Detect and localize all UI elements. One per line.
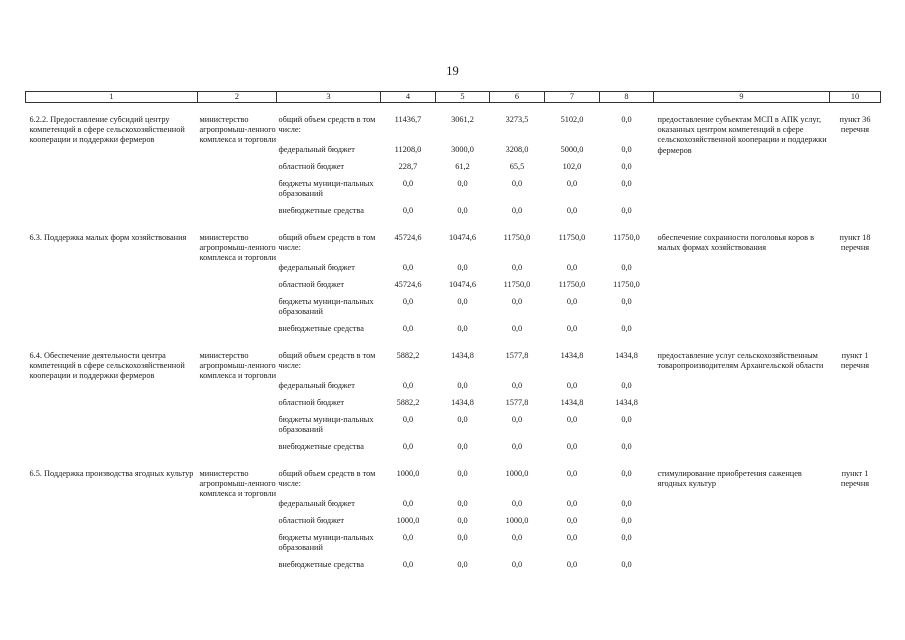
funding-value: 0,0 <box>621 560 632 569</box>
funding-source-label: бюджеты муници-пальных образований <box>278 179 374 199</box>
funding-value: 5882,2 <box>396 351 420 360</box>
funding-value: 1577,8 <box>505 398 529 407</box>
measure-name: 6.5. Поддержка производства ягодных культур <box>29 469 194 478</box>
funding-value: 0,0 <box>621 179 632 188</box>
funding-value: 0,0 <box>402 533 414 542</box>
funding-value: 102,0 <box>562 162 582 171</box>
executor-name: министерство агропромыш-ленного комплекса и торговли <box>199 233 277 263</box>
funding-source-label: федеральный бюджет <box>278 263 355 272</box>
funding-value: 11750,0 <box>558 280 586 289</box>
table-row <box>26 233 881 263</box>
funding-value: 1000,0 <box>396 516 420 525</box>
funding-value: 0,0 <box>621 115 632 124</box>
funding-value: 10474,6 <box>449 233 476 242</box>
funding-value: 0,0 <box>566 179 578 188</box>
funding-value: 0,0 <box>621 516 632 525</box>
funding-source-label: общий объем средств в том числе: <box>278 233 376 253</box>
funding-value: 0,0 <box>621 162 632 171</box>
funding-value: 11750,0 <box>503 280 531 289</box>
funding-value: 0,0 <box>402 324 414 333</box>
spacer-row <box>26 220 881 233</box>
funding-source-label: областной бюджет <box>278 280 345 289</box>
header-row <box>26 92 881 103</box>
funding-value: 45724,6 <box>394 233 422 242</box>
funding-value: 0,0 <box>457 469 468 478</box>
funding-value: 1000,0 <box>396 469 420 478</box>
funding-value: 1434,8 <box>615 351 638 360</box>
funding-value: 0,0 <box>457 206 468 215</box>
funding-value: 0,0 <box>457 263 468 272</box>
funding-value: 45724,6 <box>394 280 422 289</box>
measure-name: 6.3. Поддержка малых форм хозяйствования <box>29 233 187 242</box>
funding-value: 0,0 <box>402 442 414 451</box>
program-table-sheet <box>25 91 880 574</box>
funding-value: 3208,0 <box>505 145 529 154</box>
funding-value: 0,0 <box>566 560 578 569</box>
funding-value: 0,0 <box>457 533 468 542</box>
funding-value: 0,0 <box>621 263 632 272</box>
funding-value: 0,0 <box>621 381 632 390</box>
funding-value: 0,0 <box>402 381 414 390</box>
funding-value: 1000,0 <box>505 516 529 525</box>
funding-value: 0,0 <box>402 499 414 508</box>
table-row <box>26 115 881 145</box>
column-header: 9 <box>654 92 830 103</box>
funding-value: 0,0 <box>566 206 578 215</box>
spacer-row <box>26 456 881 469</box>
funding-value: 11436,7 <box>394 115 422 124</box>
expected-result: предоставление субъектам МСП в АПК услуг, оказанных центром компетенций в сфере сельскохозяйственной кооперации и поддержки фермеров <box>657 115 827 155</box>
funding-value: 0,0 <box>402 206 414 215</box>
funding-value: 0,0 <box>566 442 578 451</box>
funding-source-label: федеральный бюджет <box>278 145 355 154</box>
funding-source-label: внебюджетные средства <box>278 324 364 333</box>
funding-value: 0,0 <box>457 442 468 451</box>
funding-value: 1434,8 <box>451 351 474 360</box>
funding-value: 0,0 <box>621 415 632 424</box>
measure-name: 6.4. Обеспечение деятельности центра компетенций в сфере сельскохозяйственной кооперации и поддержки фермеров <box>29 351 185 381</box>
funding-source-label: областной бюджет <box>278 162 345 171</box>
expected-result: обеспечение сохранности поголовья коров в малых формах хозяйствования <box>657 233 815 253</box>
funding-value: 1434,8 <box>560 398 584 407</box>
executor-name: министерство агропромыш-ленного комплекса и торговли <box>199 115 277 145</box>
funding-value: 0,0 <box>511 381 523 390</box>
funding-value: 0,0 <box>621 324 632 333</box>
reference-item: пункт 1 перечня <box>840 469 870 489</box>
spacer-row <box>26 103 881 116</box>
funding-source-label: бюджеты муници-пальных образований <box>278 415 374 435</box>
funding-value: 0,0 <box>457 516 468 525</box>
executor-name: министерство агропромыш-ленного комплекса и торговли <box>199 351 277 381</box>
reference-item: пункт 1 перечня <box>840 351 870 371</box>
measure-name: 6.2.2. Предоставление субсидий центру компетенций в сфере сельскохозяйственной кооперации и поддержки фермеров <box>29 115 185 145</box>
table-row <box>26 351 881 381</box>
funding-source-label: внебюджетные средства <box>278 442 364 451</box>
funding-value: 1000,0 <box>505 469 529 478</box>
funding-value: 0,0 <box>511 560 523 569</box>
funding-value: 0,0 <box>621 297 632 306</box>
funding-value: 61,2 <box>455 162 470 171</box>
spacer-row <box>26 338 881 351</box>
funding-value: 0,0 <box>566 381 578 390</box>
funding-value: 5000,0 <box>560 145 584 154</box>
funding-value: 1434,8 <box>615 398 638 407</box>
funding-source-label: бюджеты муници-пальных образований <box>278 297 374 317</box>
column-header: 5 <box>436 92 490 103</box>
page-number: 19 <box>446 64 459 78</box>
funding-value: 5882,2 <box>396 398 420 407</box>
funding-value: 11750,0 <box>613 280 640 289</box>
funding-value: 0,0 <box>511 415 523 424</box>
funding-value: 0,0 <box>402 263 414 272</box>
funding-value: 10474,6 <box>449 280 476 289</box>
column-header: 3 <box>277 92 381 103</box>
funding-source-label: областной бюджет <box>278 516 345 525</box>
funding-value: 5102,0 <box>560 115 584 124</box>
reference-item: пункт 36 перечня <box>839 115 871 135</box>
funding-value: 11750,0 <box>503 233 531 242</box>
funding-value: 0,0 <box>402 560 414 569</box>
funding-value: 0,0 <box>566 516 578 525</box>
funding-value: 0,0 <box>621 469 632 478</box>
funding-value: 0,0 <box>402 179 414 188</box>
funding-value: 0,0 <box>402 415 414 424</box>
column-header: 8 <box>600 92 654 103</box>
program-table <box>25 91 881 574</box>
funding-value: 0,0 <box>511 179 523 188</box>
funding-value: 0,0 <box>621 145 632 154</box>
funding-value: 0,0 <box>457 324 468 333</box>
funding-value: 0,0 <box>566 263 578 272</box>
funding-source-label: федеральный бюджет <box>278 499 355 508</box>
funding-value: 0,0 <box>457 179 468 188</box>
table-row <box>26 469 881 499</box>
funding-value: 1434,8 <box>560 351 584 360</box>
funding-value: 3273,5 <box>505 115 529 124</box>
column-header: 10 <box>830 92 881 103</box>
funding-value: 0,0 <box>402 297 414 306</box>
column-header: 2 <box>198 92 277 103</box>
funding-value: 0,0 <box>457 499 468 508</box>
funding-value: 11750,0 <box>558 233 586 242</box>
expected-result: предоставление услуг сельскохозяйственным товаропроизводителям Архангельской области <box>657 351 824 371</box>
funding-source-label: общий объем средств в том числе: <box>278 469 376 489</box>
funding-value: 0,0 <box>457 415 468 424</box>
funding-value: 11208,0 <box>394 145 422 154</box>
funding-source-label: федеральный бюджет <box>278 381 355 390</box>
funding-value: 0,0 <box>457 560 468 569</box>
funding-source-label: внебюджетные средства <box>278 206 364 215</box>
funding-value: 3000,0 <box>451 145 474 154</box>
funding-value: 65,5 <box>509 162 525 171</box>
funding-source-label: общий объем средств в том числе: <box>278 351 376 371</box>
funding-value: 0,0 <box>457 381 468 390</box>
funding-value: 0,0 <box>566 297 578 306</box>
column-header: 7 <box>545 92 600 103</box>
funding-value: 0,0 <box>511 324 523 333</box>
column-header: 1 <box>26 92 198 103</box>
funding-value: 0,0 <box>511 206 523 215</box>
funding-source-label: областной бюджет <box>278 398 345 407</box>
funding-value: 0,0 <box>566 533 578 542</box>
column-header: 4 <box>381 92 436 103</box>
funding-value: 0,0 <box>511 263 523 272</box>
funding-source-label: внебюджетные средства <box>278 560 364 569</box>
funding-value: 228,7 <box>398 162 418 171</box>
table-body <box>26 92 881 575</box>
funding-value: 1577,8 <box>505 351 529 360</box>
reference-item: пункт 18 перечня <box>839 233 871 253</box>
funding-value: 0,0 <box>621 206 632 215</box>
funding-value: 0,0 <box>621 533 632 542</box>
funding-value: 0,0 <box>511 533 523 542</box>
expected-result: стимулирование приобретения саженцев ягодных культур <box>657 469 802 489</box>
executor-name: министерство агропромыш-ленного комплекса и торговли <box>199 469 277 499</box>
funding-value: 3061,2 <box>451 115 474 124</box>
column-header: 6 <box>490 92 545 103</box>
funding-value: 0,0 <box>511 499 523 508</box>
funding-value: 0,0 <box>511 297 523 306</box>
funding-value: 0,0 <box>566 499 578 508</box>
funding-value: 11750,0 <box>613 233 640 242</box>
funding-value: 1434,8 <box>451 398 474 407</box>
funding-value: 0,0 <box>457 297 468 306</box>
funding-value: 0,0 <box>566 324 578 333</box>
funding-value: 0,0 <box>566 469 578 478</box>
funding-source-label: бюджеты муници-пальных образований <box>278 533 374 553</box>
funding-value: 0,0 <box>566 415 578 424</box>
funding-value: 0,0 <box>621 442 632 451</box>
funding-value: 0,0 <box>621 499 632 508</box>
funding-value: 0,0 <box>511 442 523 451</box>
funding-source-label: общий объем средств в том числе: <box>278 115 376 135</box>
